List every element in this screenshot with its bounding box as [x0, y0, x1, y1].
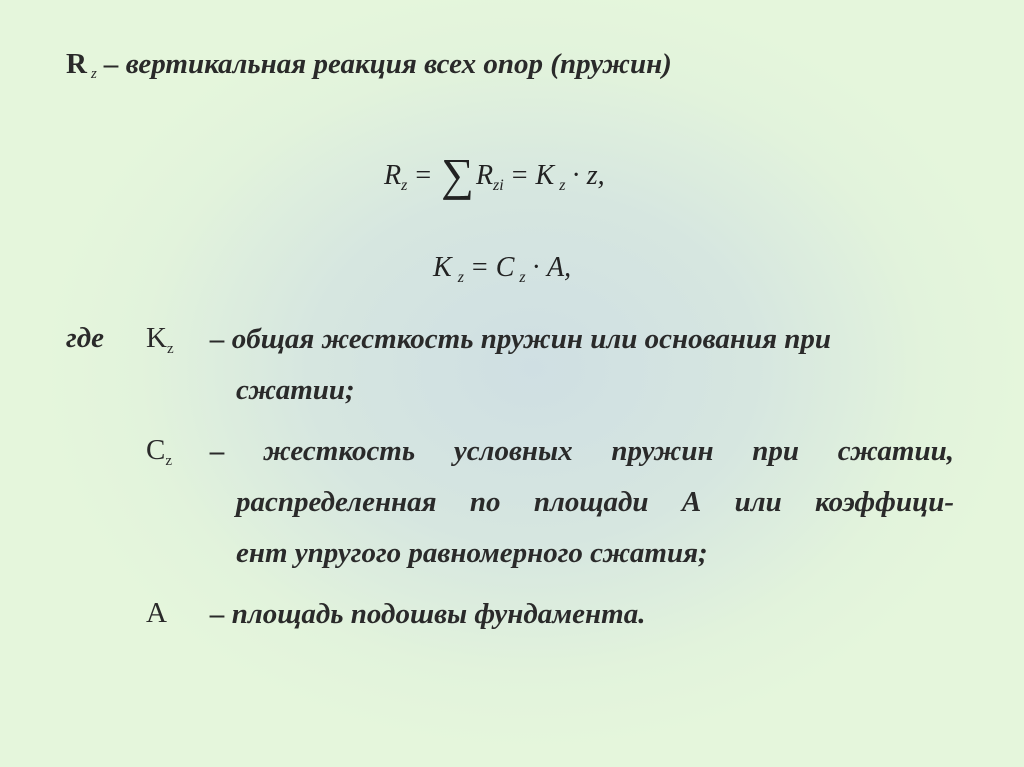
- heading-symbol: R: [66, 48, 87, 80]
- definition-symbol-kz-sub: z: [166, 341, 174, 357]
- sigma-symbol: ∑: [441, 149, 474, 200]
- formula2-lhs: K: [433, 252, 452, 283]
- formula2-eq: =: [471, 252, 488, 283]
- definition-a-line-1: – площадь подошвы фундамента.: [210, 598, 646, 630]
- definition-cz-line-2: распределенная по площади А или коэффици-: [236, 486, 954, 518]
- formula1-lhs: R: [384, 160, 402, 191]
- definition-text-kz: [210, 314, 954, 416]
- where-label: где: [66, 322, 104, 354]
- definition-cz-line-1: – жесткость условных пружин при сжатии,: [210, 435, 954, 467]
- definition-text-a: [210, 589, 954, 640]
- heading-subscript: z: [90, 66, 97, 82]
- formula2-a: A,: [546, 252, 572, 283]
- formula1-term: R: [475, 160, 494, 191]
- definition-symbol-cz: [146, 434, 172, 467]
- definition-symbol-a-letter: A: [146, 597, 167, 629]
- formula2-lhs-sub: z: [457, 269, 464, 286]
- formula1-lhs-sub: z: [401, 177, 408, 194]
- formula1-eq1: =: [415, 160, 432, 191]
- formula1-dot: ·: [571, 160, 581, 191]
- formula2-dot: ·: [531, 252, 541, 283]
- formula1-term-sub: zi: [493, 177, 504, 194]
- heading: [66, 48, 672, 81]
- formula1-z: z,: [586, 160, 605, 191]
- definition-symbol-a: [146, 597, 167, 630]
- formula2-c-sub: z: [519, 269, 526, 286]
- definition-cz-line-3: ент упругого равномерного сжатия;: [236, 537, 708, 569]
- formula1-k: K: [535, 160, 555, 191]
- definition-symbol-kz: [146, 322, 174, 355]
- definition-kz-line-1: – общая жесткость пружин или основания при: [210, 323, 832, 355]
- definition-text-cz: [210, 426, 954, 579]
- definition-symbol-cz-letter: C: [146, 434, 166, 466]
- formula1-k-sub: z: [559, 177, 566, 194]
- heading-text: – вертикальная реакция всех опор (пружин): [96, 48, 672, 80]
- formula2-c: C: [495, 252, 515, 283]
- definition-symbol-kz-letter: K: [146, 322, 167, 354]
- formula1-eq2: =: [511, 160, 528, 191]
- definition-symbol-cz-sub: z: [165, 453, 173, 469]
- formula-rz: [384, 142, 605, 200]
- formula-kz: [433, 252, 571, 284]
- definition-kz-line-2: сжатии;: [236, 374, 355, 406]
